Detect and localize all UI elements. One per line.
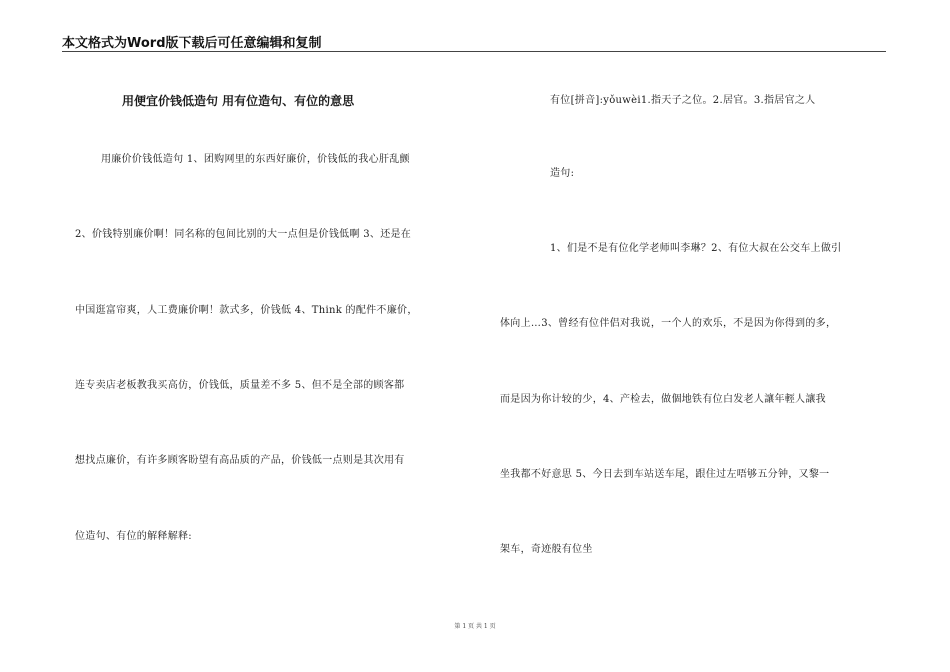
body-line: 体向上…3、曾经有位伴侣对我说，一个人的欢乐，不是因为你得到的多，	[500, 318, 837, 329]
body-line: 中国逛富帘爽，人工费廉价啊！款式多，价钱低 4、Think 的配件不廉价，	[75, 305, 418, 316]
body-line: 而是因为你计较的少，4、产检去，做個地铁有位白发老人讓年輕人讓我	[500, 394, 826, 405]
body-line: 造句:	[550, 168, 575, 179]
body-line: 2、价钱特别廉价啊！同名称的包间比别的大一点但是价钱低啊 3、还是在	[75, 229, 412, 240]
body-line: 想找点廉价，有许多顾客盼望有高品质的产品，价钱低一点则是其次用有	[75, 455, 405, 466]
body-line: 1、们是不是有位化学老师叫李琳？2、有位大叔在公交车上做引	[550, 243, 842, 254]
document-title: 用便宜价钱低造句 用有位造句、有位的意思	[122, 94, 355, 108]
body-line: 有位[拼音]:yǒuwèi1.指天子之位。2.居官。3.指居官之人	[550, 95, 816, 106]
body-line: 连专卖店老板教我买高仿，价钱低，质量差不多 5、但不是全部的顾客都	[75, 380, 405, 391]
header-text: 本文格式为Word版下载后可任意编辑和复制	[62, 36, 322, 51]
body-line: 架车，奇迹般有位坐	[500, 544, 593, 555]
body-line: 坐我都不好意思 5、今日去到车站送车尾，跟住过左唔够五分钟，又黎一	[500, 469, 830, 480]
page-number: 第 1 页 共 1 页	[454, 623, 496, 630]
body-line: 位造句、有位的解释解释:	[75, 531, 192, 542]
header-divider	[62, 51, 886, 52]
body-line: 用廉价价钱低造句 1、团购网里的东西好廉价，价钱低的我心肝乱颤	[101, 154, 410, 165]
